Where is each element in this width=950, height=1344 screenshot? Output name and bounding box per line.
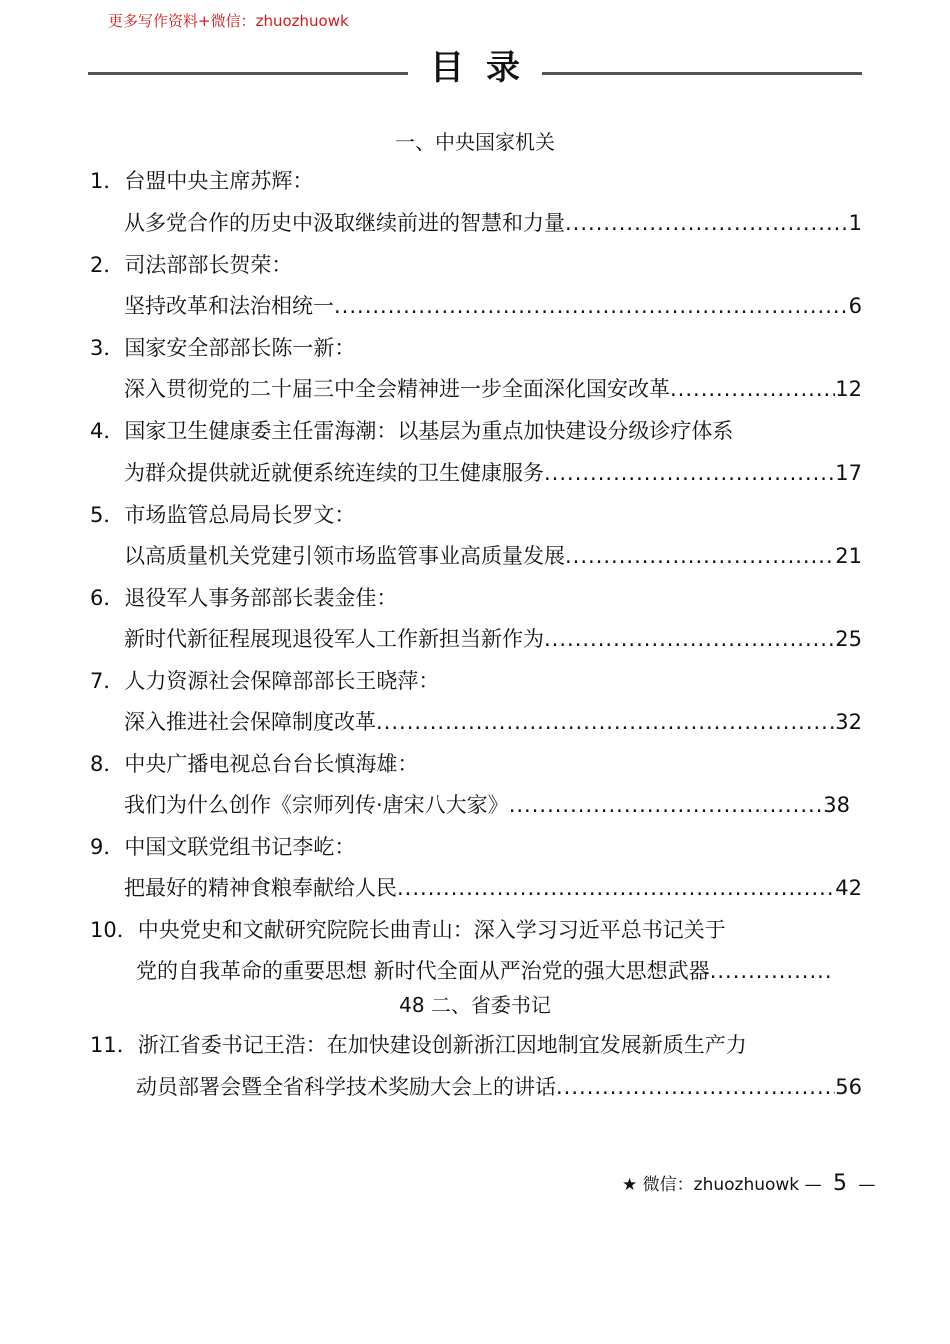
toc-page-number: 1	[848, 211, 862, 235]
footer-dash: —	[858, 1175, 876, 1195]
toc-entry-title: 深入贯彻党的二十届三中全会精神进一步全面深化国安改革	[124, 377, 670, 401]
toc-entry-title: 我们为什么创作《宗师列传·唐宋八大家》	[124, 793, 509, 817]
toc-page-number: 42	[835, 876, 862, 900]
star-icon: ★	[622, 1175, 638, 1195]
toc-page-number: 6	[848, 294, 862, 318]
toc-entry-title: 从多党合作的历史中汲取继续前进的智慧和力量	[124, 211, 565, 235]
toc-page-number: 48	[399, 993, 425, 1017]
wrapped-line	[0, 991, 950, 1019]
dot-leader	[376, 707, 835, 737]
toc-entry-title: 把最好的精神食粮奉献给人民	[124, 876, 397, 900]
dot-leader	[565, 208, 849, 238]
toc-entry-head[interactable]: 7．人力资源社会保障部部长王晓萍：	[90, 669, 440, 693]
dot-leader	[710, 956, 834, 986]
toc-entry-title: 党的自我革命的重要思想 新时代全面从严治党的强大思想武器	[136, 959, 710, 983]
dot-leader	[397, 873, 835, 903]
toc-entry-sub[interactable]	[124, 374, 862, 404]
toc-entry-sub[interactable]	[124, 707, 862, 737]
toc-entry-sub[interactable]	[124, 208, 862, 238]
toc-entry-sub[interactable]	[136, 1072, 862, 1102]
dot-leader	[509, 790, 824, 820]
toc-entry-title: 深入推进社会保障制度改革	[124, 710, 376, 734]
dot-leader	[334, 291, 849, 321]
toc-entry-sub[interactable]	[124, 541, 862, 571]
dot-leader	[670, 374, 835, 404]
toc-entry-sub[interactable]	[124, 458, 862, 488]
toc-page-number: 17	[835, 461, 862, 485]
dot-leader	[556, 1072, 835, 1102]
toc-page-number: 32	[835, 710, 862, 734]
toc-entry-head[interactable]: 1．台盟中央主席苏辉：	[90, 169, 314, 193]
toc-entry-head[interactable]: 8．中央广播电视总台台长慎海雄：	[90, 752, 419, 776]
dot-leader	[565, 541, 835, 571]
toc-entry-head[interactable]: 11．浙江省委书记王浩：在加快建设创新浙江因地制宜发展新质生产力	[90, 1033, 747, 1057]
dot-leader	[544, 458, 835, 488]
toc-entry-title: 坚持改革和法治相统一	[124, 294, 334, 318]
toc-entry-sub[interactable]	[124, 790, 850, 820]
page-title: 目录	[0, 44, 950, 92]
toc-entry-head[interactable]: 3．国家安全部部长陈一新：	[90, 336, 356, 360]
toc-entry-head[interactable]: 6．退役军人事务部部长裴金佳：	[90, 586, 398, 610]
footer-page-number: 5	[832, 1171, 847, 1196]
toc-page-number: 38	[823, 793, 850, 817]
toc-entry-title: 以高质量机关党建引领市场监管事业高质量发展	[124, 544, 565, 568]
footer-wechat: 微信：zhuozhuowk	[642, 1175, 800, 1195]
page-footer	[622, 1170, 875, 1199]
toc-entry-head[interactable]: 5．市场监管总局局长罗文：	[90, 503, 356, 527]
footer-dash: —	[804, 1175, 822, 1195]
toc-entry-sub[interactable]	[136, 956, 834, 986]
toc-entry-title: 为群众提供就近就便系统连续的卫生健康服务	[124, 461, 544, 485]
toc-entry-sub[interactable]	[124, 624, 862, 654]
toc-page-number: 21	[835, 544, 862, 568]
toc-entry-head[interactable]: 2．司法部部长贺荣：	[90, 253, 293, 277]
toc-page-number: 12	[835, 377, 862, 401]
toc-entry-head[interactable]: 9．中国文联党组书记李屹：	[90, 835, 356, 859]
toc-entry-title: 动员部署会暨全省科学技术奖励大会上的讲话	[136, 1075, 556, 1099]
dot-leader	[544, 624, 835, 654]
toc-entry-title: 新时代新征程展现退役军人工作新担当新作为	[124, 627, 544, 651]
section-heading: 二、省委书记	[430, 993, 551, 1017]
toc-entry-head[interactable]: 10．中央党史和文献研究院院长曲青山：深入学习习近平总书记关于	[90, 918, 726, 942]
toc-page-number: 56	[835, 1075, 862, 1099]
toc-entry-sub[interactable]	[124, 873, 862, 903]
header-note: 更多写作资料+微信：zhuozhuowk	[108, 12, 349, 30]
toc-entry-head[interactable]: 4．国家卫生健康委主任雷海潮：以基层为重点加快建设分级诊疗体系	[90, 419, 734, 443]
toc-page-number: 25	[835, 627, 862, 651]
toc-entry-sub[interactable]	[124, 291, 862, 321]
section-heading: 一、中央国家机关	[395, 130, 555, 154]
